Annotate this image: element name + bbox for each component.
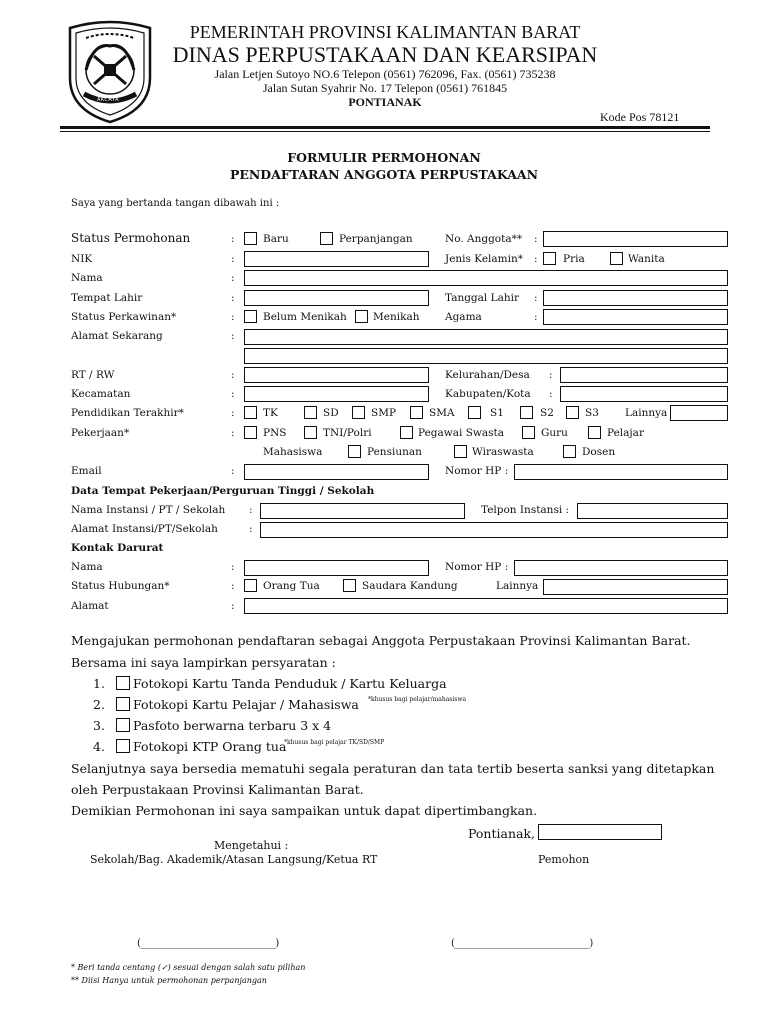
label-edu-sd: SD (323, 407, 339, 419)
colon: : (231, 369, 235, 381)
header-address-2: Jalan Sutan Syahrir No. 17 Telepon (0561) 761845 (262, 81, 508, 95)
checkbox-edu-s3[interactable] (566, 406, 579, 419)
label-hubungan-lainnya: Lainnya (496, 580, 539, 592)
header-rule-thin (60, 131, 710, 132)
checkbox-job-pns[interactable] (244, 426, 257, 439)
req-text-2: Fotokopi Kartu Pelajar / Mahasiswa (133, 697, 359, 712)
colon: : (549, 388, 553, 400)
checkbox-edu-sma[interactable] (410, 406, 423, 419)
label-nik: NIK (71, 253, 93, 265)
label-kelurahan: Kelurahan/Desa (445, 369, 530, 381)
signature-blank-left: (______________________________) (137, 938, 279, 949)
label-baru: Baru (263, 233, 289, 245)
section-emergency-title: Kontak Darurat (71, 542, 164, 554)
req-number-2: 2. (93, 697, 105, 712)
checkbox-edu-sd[interactable] (304, 406, 317, 419)
checkbox-job-swasta[interactable] (400, 426, 413, 439)
req-note-4: *khusus bagi pelajar TK/SD/SMP (284, 739, 385, 746)
form-title-2: PENDAFTARAN ANGGOTA PERPUSTAKAAN (229, 167, 539, 182)
label-telpon-instansi: Telpon Instansi : (481, 504, 570, 516)
label-job-guru: Guru (541, 427, 568, 439)
checkbox-pria[interactable] (543, 252, 556, 265)
colon: : (231, 253, 235, 265)
signature-blank-right: (______________________________) (451, 938, 593, 949)
input-kecamatan[interactable] (244, 386, 429, 402)
label-edu-s3: S3 (585, 407, 599, 419)
req-number-1: 1. (93, 676, 105, 691)
body-paragraph-4: oleh Perpustakaan Provinsi Kalimantan Barat. (71, 782, 364, 797)
input-rt-rw[interactable] (244, 367, 429, 383)
checkbox-req-3[interactable] (116, 718, 130, 732)
label-job-dosen: Dosen (582, 446, 616, 458)
body-paragraph-5: Demikian Permohonan ini saya sampaikan untuk dapat dipertimbangkan. (71, 803, 538, 818)
input-kabupaten[interactable] (560, 386, 728, 402)
req-text-1: Fotokopi Kartu Tanda Penduduk / Kartu Keluarga (133, 676, 447, 691)
input-nama[interactable] (244, 270, 728, 286)
req-text-3: Pasfoto berwarna terbaru 3 x 4 (133, 718, 332, 733)
colon: : (231, 388, 235, 400)
header-city: PONTIANAK (348, 95, 422, 109)
label-nomor-hp-darurat: Nomor HP : (445, 561, 509, 573)
colon: : (231, 600, 235, 612)
label-agama: Agama (445, 311, 482, 323)
section-work-title: Data Tempat Pekerjaan/Perguruan Tinggi / Sekolah (71, 485, 375, 497)
checkbox-req-1[interactable] (116, 676, 130, 690)
label-wanita: Wanita (628, 253, 665, 265)
label-edu-tk: TK (263, 407, 278, 419)
label-nama-darurat: Nama (71, 561, 103, 573)
body-paragraph-2: Bersama ini saya lampirkan persyaratan : (71, 655, 336, 670)
input-tanggal-lahir[interactable] (543, 290, 728, 306)
label-edu-smp: SMP (371, 407, 397, 419)
signature-approver: Sekolah/Bag. Akademik/Atasan Langsung/Ketua RT (90, 853, 378, 866)
colon: : (231, 272, 235, 284)
checkbox-saudara[interactable] (343, 579, 356, 592)
logo-text: AKCAYA (97, 97, 120, 103)
label-job-swasta: Pegawai Swasta (418, 427, 505, 439)
colon: : (231, 292, 235, 304)
input-alamat-sekarang-1[interactable] (244, 329, 728, 345)
input-no-anggota[interactable] (543, 231, 728, 247)
checkbox-job-tni[interactable] (304, 426, 317, 439)
colon: : (534, 311, 538, 323)
label-alamat-sekarang: Alamat Sekarang (71, 330, 163, 342)
checkbox-menikah[interactable] (355, 310, 368, 323)
colon: : (534, 292, 538, 304)
footnote-1: * Beri tanda centang (✓) sesuai dengan salah satu pilihan (71, 963, 306, 972)
label-menikah: Menikah (373, 311, 420, 323)
input-kelurahan[interactable] (560, 367, 728, 383)
checkbox-job-pensiunan[interactable] (348, 445, 361, 458)
input-tempat-lahir[interactable] (244, 290, 429, 306)
label-job-pns: PNS (263, 427, 287, 439)
header-dept: DINAS PERPUSTAKAAN DAN KEARSIPAN (172, 42, 598, 67)
checkbox-job-dosen[interactable] (563, 445, 576, 458)
coat-of-arms-icon (64, 18, 156, 124)
label-nomor-hp: Nomor HP : (445, 465, 509, 477)
checkbox-req-4[interactable] (116, 739, 130, 753)
colon: : (534, 233, 538, 245)
checkbox-belum-menikah[interactable] (244, 310, 257, 323)
label-perpanjangan: Perpanjangan (339, 233, 413, 245)
header-rule-thick (60, 126, 710, 129)
colon: : (231, 561, 235, 573)
label-job-wiraswasta: Wiraswasta (472, 446, 534, 458)
checkbox-req-2[interactable] (116, 697, 130, 711)
label-kabupaten: Kabupaten/Kota (445, 388, 531, 400)
signature-place: Pontianak, (468, 826, 536, 841)
input-email[interactable] (244, 464, 429, 480)
colon: : (249, 504, 253, 516)
label-edu-lainnya: Lainnya (625, 407, 668, 419)
body-paragraph-3: Selanjutnya saya bersedia mematuhi segala peraturan dan tata tertib beserta sanksi yang ditetapkan (71, 761, 715, 776)
label-tanggal-lahir: Tanggal Lahir (445, 292, 519, 304)
checkbox-edu-tk[interactable] (244, 406, 257, 419)
checkbox-edu-s2[interactable] (520, 406, 533, 419)
colon: : (231, 580, 235, 592)
label-job-tni: TNI/Polri (323, 427, 372, 439)
header-address-1: Jalan Letjen Sutoyo NO.6 Telepon (0561) 762096, Fax. (0561) 735238 (214, 67, 556, 81)
colon: : (231, 330, 235, 342)
colon: : (231, 311, 235, 323)
label-orang-tua: Orang Tua (263, 580, 320, 592)
req-number-3: 3. (93, 718, 105, 733)
checkbox-orang-tua[interactable] (244, 579, 257, 592)
label-no-anggota: No. Anggota** (445, 233, 523, 245)
label-status-hubungan: Status Hubungan* (71, 580, 170, 592)
label-status-permohonan: Status Permohonan (71, 231, 191, 245)
req-number-4: 4. (93, 739, 105, 754)
colon: : (231, 465, 235, 477)
body-paragraph-1: Mengajukan permohonan pendaftaran sebagai Anggota Perpustakaan Provinsi Kalimantan Barat. (71, 633, 691, 648)
colon: : (534, 253, 538, 265)
label-pendidikan: Pendidikan Terakhir* (71, 407, 184, 419)
form-title-1: FORMULIR PERMOHONAN (287, 150, 481, 165)
checkbox-perpanjangan[interactable] (320, 232, 333, 245)
input-alamat-instansi[interactable] (260, 522, 728, 538)
label-edu-s1: S1 (490, 407, 504, 419)
header-postal: Kode Pos 78121 (600, 110, 680, 124)
req-text-4: Fotokopi KTP Orang tua (133, 739, 287, 754)
input-hubungan-lainnya[interactable] (543, 579, 728, 595)
label-tempat-lahir: Tempat Lahir (71, 292, 143, 304)
label-nama-instansi: Nama Instansi / PT / Sekolah (71, 504, 226, 516)
input-signature-date[interactable] (538, 824, 662, 840)
input-nomor-hp[interactable] (514, 464, 728, 480)
label-edu-s2: S2 (540, 407, 554, 419)
label-pekerjaan: Pekerjaan* (71, 427, 130, 439)
label-rt-rw: RT / RW (71, 369, 115, 381)
label-edu-sma: SMA (429, 407, 455, 419)
checkbox-wanita[interactable] (610, 252, 623, 265)
label-kecamatan: Kecamatan (71, 388, 131, 400)
input-alamat-darurat[interactable] (244, 598, 728, 614)
label-job-pelajar: Pelajar (607, 427, 644, 439)
input-nama-darurat[interactable] (244, 560, 429, 576)
input-nama-instansi[interactable] (260, 503, 465, 519)
input-nomor-hp-darurat[interactable] (514, 560, 728, 576)
label-job-mahasiswa: Mahasiswa (263, 446, 323, 458)
label-job-pensiunan: Pensiunan (367, 446, 422, 458)
intro-text: Saya yang bertanda tangan dibawah ini : (71, 198, 280, 209)
colon: : (231, 407, 235, 419)
input-agama[interactable] (543, 309, 728, 325)
input-edu-lainnya[interactable] (670, 405, 728, 421)
checkbox-job-wiraswasta[interactable] (454, 445, 467, 458)
signature-mengetahui: Mengetahui : (214, 839, 289, 852)
signature-pemohon: Pemohon (538, 853, 590, 866)
label-pria: Pria (563, 253, 585, 265)
checkbox-baru[interactable] (244, 232, 257, 245)
label-saudara: Saudara Kandung (362, 580, 458, 592)
checkbox-edu-s1[interactable] (468, 406, 481, 419)
colon: : (231, 427, 235, 439)
label-belum-menikah: Belum Menikah (263, 311, 347, 323)
label-alamat-instansi: Alamat Instansi/PT/Sekolah (71, 523, 218, 535)
input-alamat-sekarang-2[interactable] (244, 348, 728, 364)
label-nama: Nama (71, 272, 103, 284)
header-gov: PEMERINTAH PROVINSI KALIMANTAN BARAT (189, 22, 581, 42)
logo (64, 18, 156, 124)
checkbox-job-guru[interactable] (522, 426, 535, 439)
colon: : (549, 369, 553, 381)
label-email: Email (71, 465, 102, 477)
label-alamat-darurat: Alamat (71, 600, 109, 612)
input-telpon-instansi[interactable] (577, 503, 728, 519)
colon: : (231, 233, 235, 245)
label-status-perkawinan: Status Perkawinan* (71, 311, 177, 323)
footnote-2: ** Diisi Hanya untuk permohonan perpanjangan (71, 976, 267, 985)
checkbox-edu-smp[interactable] (352, 406, 365, 419)
colon: : (249, 523, 253, 535)
req-note-2: *khusus bagi pelajar/mahasiswa (368, 696, 467, 703)
checkbox-job-pelajar[interactable] (588, 426, 601, 439)
input-nik[interactable] (244, 251, 429, 267)
label-jenis-kelamin: Jenis Kelamin* (445, 253, 523, 265)
